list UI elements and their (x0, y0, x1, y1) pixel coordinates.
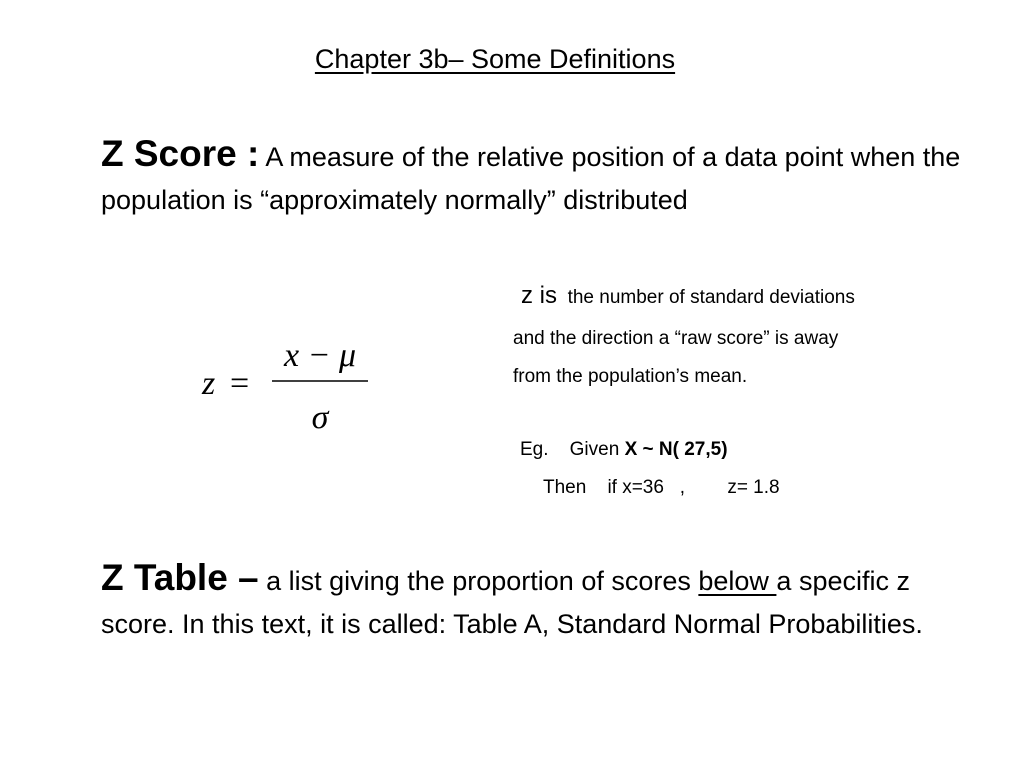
example-z-value: z= 1.8 (727, 477, 780, 498)
example-comma: , (679, 477, 686, 498)
z-table-definition-part-1: a list giving the proportion of scores (258, 566, 699, 596)
z-score-term: Z Score : (101, 133, 260, 174)
description-line-2: and the direction a “raw score” is away (513, 328, 839, 349)
formula-lhs: z (202, 365, 216, 402)
z-is-label: z is (521, 282, 557, 309)
formula-graphic (200, 336, 390, 446)
formula-numerator: x − μ (283, 337, 357, 374)
example-line-1 (520, 439, 728, 461)
example-then-label: Then (543, 477, 587, 498)
example-given-label: Given (569, 439, 620, 460)
example-x-value: if x=36 (607, 477, 664, 498)
z-table-underlined-word: below (698, 566, 777, 596)
z-score-definition (101, 132, 981, 222)
description-line-3: from the population’s mean. (513, 366, 748, 387)
formula-equals: = (230, 365, 250, 402)
slide-title: Chapter 3b– Some Definitions (314, 44, 676, 74)
description-line-1 (521, 282, 855, 310)
example-distribution: X ~ N( 27,5) (624, 439, 728, 460)
example-eg-label: Eg. (520, 439, 549, 460)
z-score-formula (200, 336, 390, 446)
z-table-term: Z Table – (101, 557, 259, 598)
formula-denominator: σ (311, 399, 329, 436)
z-score-definition-text: A measure of the relative position of a data point when the population is “approximately normally” distributed (101, 142, 961, 215)
example-line-2 (543, 477, 780, 499)
z-table-definition-part-2: a specific z score. In this text, it is called: Table A, Standard Normal Probabilities. (101, 566, 923, 639)
z-table-definition (101, 556, 981, 646)
description-line-1-text: the number of standard deviations (567, 287, 855, 308)
